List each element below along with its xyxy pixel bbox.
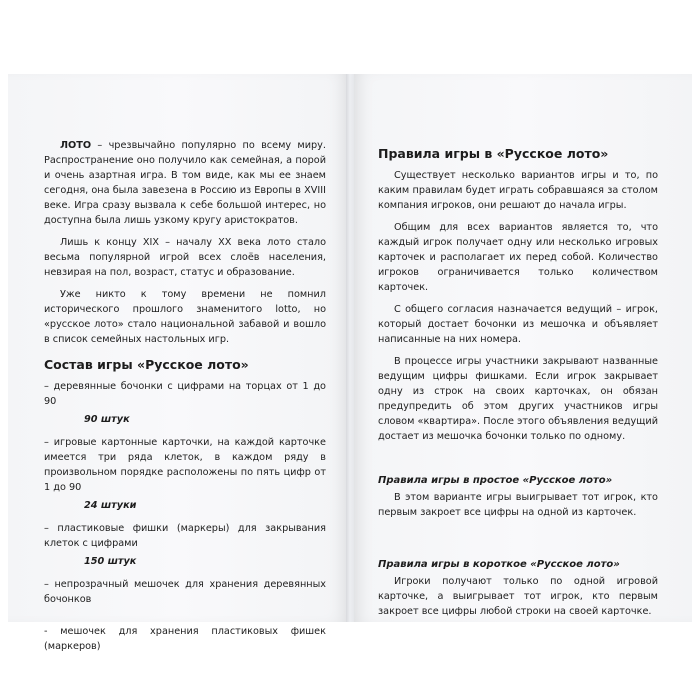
history-paragraph: Лишь к концу XIX – началу XX века лото стало весьма популярной игрой всех слоёв населения, невзирая на пол, возраст, статус и образование. [44, 237, 326, 278]
list-item: – деревянные бочонки с цифрами на торцах от 1 до 90 [44, 381, 326, 407]
rules-heading: Правила игры в «Русское лото» [378, 146, 609, 161]
left-column [44, 138, 326, 657]
intro-text: – чрезвычайно популярно по всему миру. Распространение оно получило как семейная, а порой и очень азартная игра. В том виде, как мы ее знаем сегодня, она была завезена в Россию из Европы в XVIII веке. Игра сразу вызвала к себе большой интерес, но доступна была лишь узкому кругу аристократов. [44, 140, 326, 226]
composition-heading: Состав игры «Русское лото» [44, 357, 249, 372]
item-quantity: 24 штуки [84, 500, 137, 511]
short-rules-text: Игроки получают только по одной игровой карточке, а выигрывает тот игрок, кто первым закроет все цифры любой строки на своей карточке. [378, 576, 658, 617]
spacer [378, 527, 658, 549]
list-item: – пластиковые фишки (маркеры) для закрывания клеток с цифрами [44, 523, 326, 549]
list-item: – непрозрачный мешочек для хранения деревянных бочонков [44, 579, 326, 605]
rules-paragraph: С общего согласия назначается ведущий – игрок, который достает бочонки из мешочка и объявляет написанные на них номера. [378, 304, 658, 345]
booklet [8, 74, 692, 652]
national-paragraph: Уже никто к тому времени не помнил исторического прошлого знаменитого lotto, но «русское лото» стало национальной забавой и вошло в список семейных настольных игр. [44, 289, 326, 345]
spacer [44, 610, 326, 624]
rules-paragraph: Существует несколько вариантов игры и то, по каким правилам будет играть собравшаяся за столом компания игроков, они решают до начала игры. [378, 170, 658, 211]
rules-paragraph: Общим для всех вариантов является то, что каждый игрок получает одну или несколько игровых карточек и располагает их перед собой. Количество игроков ограничивается только количеством карточек. [378, 222, 658, 293]
spacer [378, 451, 658, 465]
short-rules-heading: Правила игры в короткое «Русское лото» [378, 559, 620, 570]
rules-paragraph: В процессе игры участники закрывают названные ведущим цифры фишками. Если игрок закрывает одну из строк на своих карточках, он обязан предупредить об этом других участников игры словом «квартира». После этого объявления ведущий достает из мешочка бочонки только по одному. [378, 356, 658, 442]
intro-lead-word: ЛОТО [60, 140, 92, 151]
right-page [354, 74, 692, 622]
right-column [378, 136, 658, 626]
list-item: – игровые картонные карточки, на каждой карточке имеется три ряда клеток, в каждом ряду в произвольном порядке расположены по пять цифр от 1 до 90 [44, 437, 326, 493]
intro-paragraph [44, 138, 326, 228]
left-page [8, 74, 348, 652]
list-item: - мешочек для хранения пластиковых фишек (маркеров) [44, 626, 326, 652]
simple-rules-text: В этом варианте игры выигрывает тот игрок, кто первым закроет все цифры на одной из карточек. [378, 492, 658, 518]
item-quantity: 90 штук [84, 414, 130, 425]
simple-rules-heading: Правила игры в простое «Русское лото» [378, 475, 613, 486]
item-quantity: 150 штук [84, 556, 137, 567]
